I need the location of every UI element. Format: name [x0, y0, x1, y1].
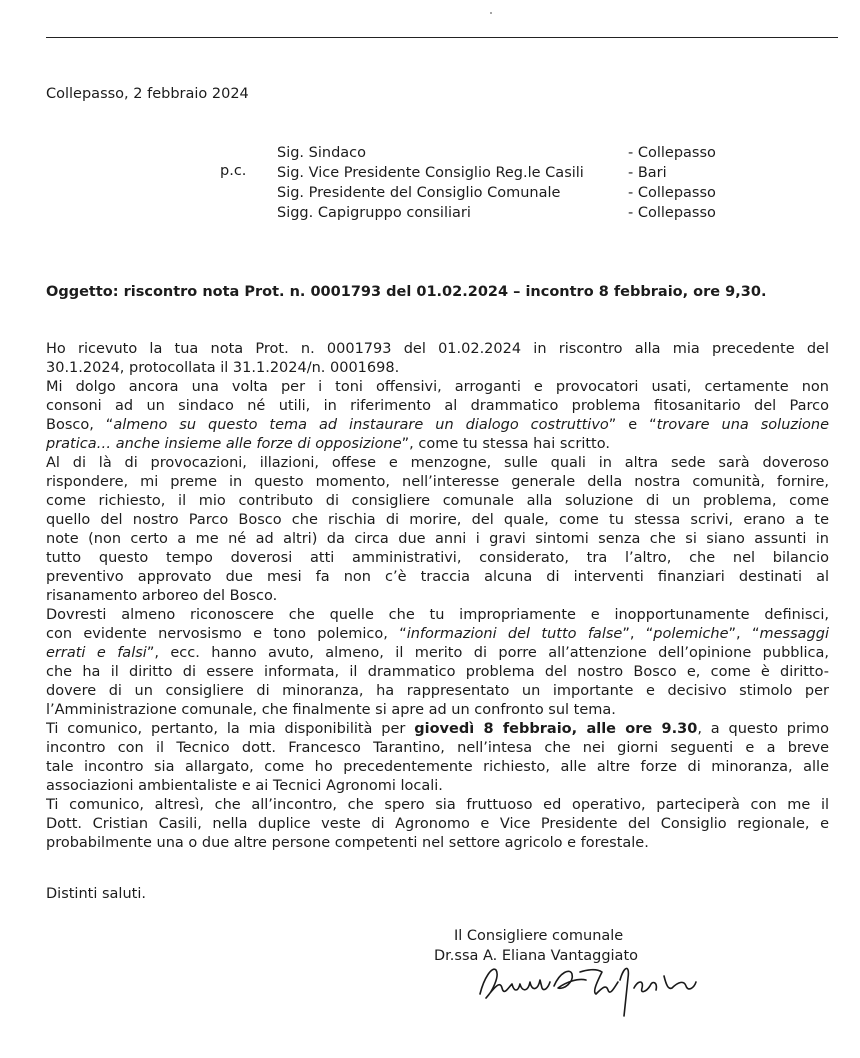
bold-text: giovedì 8 febbraio, alle ore 9.30: [414, 721, 698, 737]
body-text: 30.1.2024, protocollata il 31.1.2024/n. 0001698.: [46, 360, 400, 376]
body-text: rispondere, mi preme in questo momento, nell’interesse generale della nostra comunità, fornire,: [46, 474, 829, 490]
body-line: [46, 454, 829, 473]
body-text: come richiesto, il mio contributo di consigliere comunale alla soluzione di un problema, come: [46, 493, 829, 509]
body-line: [46, 340, 829, 359]
body-text: risanamento arboreo del Bosco.: [46, 588, 278, 604]
body-text: Ho ricevuto la tua nota Prot. n. 0001793 del 01.02.2024 in riscontro alla mia precedente del: [46, 341, 829, 357]
body-line: [46, 397, 829, 416]
recipient-city: - Bari: [628, 165, 667, 181]
body-text: ” e “: [608, 417, 657, 433]
body-text: Dott. Cristian Casili, nella duplice veste di Agronomo e Vice Presidente del Consiglio regionale, e: [46, 816, 829, 832]
body-text: l’Amministrazione comunale, che finalmente si apre ad un confronto sul tema.: [46, 702, 616, 718]
body-line: [46, 549, 829, 568]
place-date: Collepasso, 2 febbraio 2024: [46, 86, 249, 102]
italic-quote: almeno su questo tema ad instaurare un dialogo costruttivo: [113, 417, 609, 433]
recipient-name: Sig. Vice Presidente Consiglio Reg.le Casili: [277, 165, 584, 181]
body-line: [46, 720, 829, 739]
body-line: [46, 663, 829, 682]
body-line: [46, 796, 829, 815]
italic-quote: trovare una soluzione: [656, 417, 829, 433]
italic-quote: informazioni del tutto false: [406, 626, 623, 642]
body-text: tutto questo tempo doverosi atti amministrativi, considerato, tra l’altro, che nel bilancio: [46, 550, 829, 566]
body-text: note (non certo a me né ad altri) da circa due anni i gravi sintomi senza che si siano assunti in: [46, 531, 829, 547]
recipient-city: - Collepasso: [628, 185, 716, 201]
body-text: consoni ad un sindaco né utili, in riferimento al drammatico problema fitosanitario del Parco: [46, 398, 829, 414]
body-text: che ha il diritto di essere informata, il drammatico problema del nostro Bosco e, come è diritto-: [46, 664, 829, 680]
body-line: [46, 359, 829, 378]
body-line: [46, 644, 829, 663]
italic-quote: polemiche: [653, 626, 729, 642]
scan-speck: [490, 12, 492, 14]
italic-quote: messaggi: [759, 626, 829, 642]
greeting: Distinti saluti.: [46, 886, 146, 902]
body-text: dovere di un consigliere di minoranza, ha rappresentato un importante e decisivo stimolo per: [46, 683, 829, 699]
body-text: Al di là di provocazioni, illazioni, offese e menzogne, sulle quali in altra sede sarà doveroso: [46, 455, 829, 471]
signer-role: Il Consigliere comunale: [454, 928, 624, 944]
body-line: [46, 701, 829, 720]
recipient-name: Sig. Sindaco: [277, 145, 367, 161]
body-line: [46, 378, 829, 397]
body-line: [46, 473, 829, 492]
body-line: [46, 777, 829, 796]
body-text: Ti comunico, pertanto, la mia disponibilità per: [46, 721, 415, 737]
body-line: [46, 492, 829, 511]
body-text: , a questo primo: [697, 721, 829, 737]
body-text: ”, “: [728, 626, 760, 642]
body-text: associazioni ambientaliste e ai Tecnici Agronomi locali.: [46, 778, 443, 794]
top-rule: [46, 37, 838, 38]
body-text: preventivo approvato due mesi fa non c’è traccia alcuna di interventi finanziari destinati al: [46, 569, 829, 585]
recipient-name: Sigg. Capigruppo consiliari: [277, 205, 471, 221]
body-text: incontro con il Tecnico dott. Francesco Tarantino, nell’intesa che nei giorni seguenti e a breve: [46, 740, 829, 756]
italic-quote: pratica… anche insieme alle forze di opposizione: [46, 436, 402, 452]
body-line: [46, 416, 829, 435]
body-text: tale incontro sia allargato, come ho precedentemente richiesto, alle altre forze di minoranza, alle: [46, 759, 829, 775]
body-text: Mi dolgo ancora una volta per i toni offensivi, arroganti e provocatori usati, certamente non: [46, 379, 829, 395]
italic-quote: errati e falsi: [46, 645, 147, 661]
recipient-name: Sig. Presidente del Consiglio Comunale: [277, 185, 561, 201]
signer-name: Dr.ssa A. Eliana Vantaggiato: [434, 948, 638, 964]
handwritten-signature: [474, 958, 714, 1018]
body-line: [46, 739, 829, 758]
recipient-city: - Collepasso: [628, 205, 716, 221]
body-text: Bosco, “: [46, 417, 114, 433]
body-text: con evidente nervosismo e tono polemico, “: [46, 626, 407, 642]
body-line: [46, 530, 829, 549]
body-line: [46, 815, 829, 834]
body-text: Ti comunico, altresì, che all’incontro, che spero sia fruttuoso ed operativo, parteciperà con me il: [46, 797, 829, 813]
body-text: quello del nostro Parco Bosco che rischia di morire, del quale, come tu stessa scrivi, erano a te: [46, 512, 829, 528]
body-text: probabilmente una o due altre persone competenti nel settore agricolo e forestale.: [46, 835, 649, 851]
body-line: [46, 568, 829, 587]
body-text: Dovresti almeno riconoscere che quelle che tu impropriamente e inopportunamente definisci,: [46, 607, 829, 623]
body-text: ”, come tu stessa hai scritto.: [401, 436, 610, 452]
body-text: ”, “: [622, 626, 654, 642]
body-text: ”, ecc. hanno avuto, almeno, il merito di porre all’attenzione dell’opinione pubblica,: [146, 645, 829, 661]
pc-label: p.c.: [220, 163, 247, 179]
subject-line: Oggetto: riscontro nota Prot. n. 0001793 del 01.02.2024 – incontro 8 febbraio, ore 9,30.: [46, 284, 767, 300]
body-line: [46, 511, 829, 530]
body-line: [46, 435, 829, 454]
body-line: [46, 587, 829, 606]
body-line: [46, 834, 829, 853]
body-line: [46, 625, 829, 644]
recipient-city: - Collepasso: [628, 145, 716, 161]
body-line: [46, 606, 829, 625]
body-line: [46, 682, 829, 701]
body-line: [46, 758, 829, 777]
